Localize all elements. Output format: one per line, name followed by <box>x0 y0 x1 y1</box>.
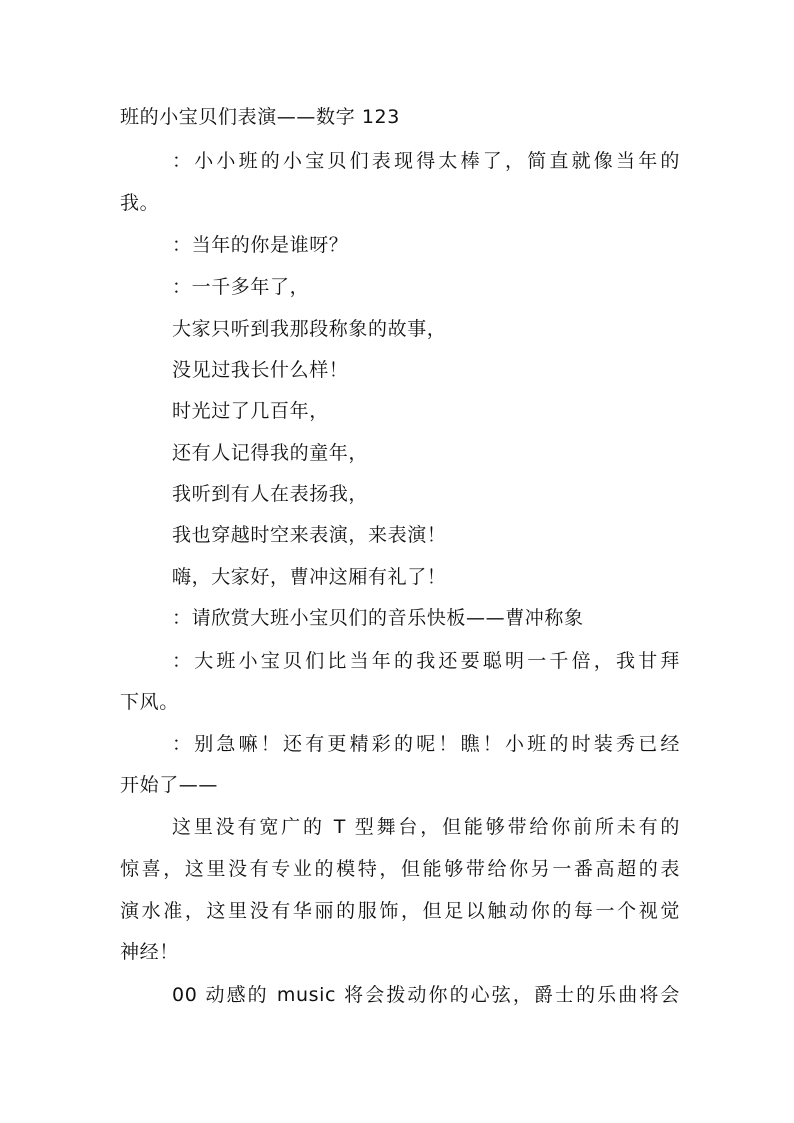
text-line-2: ：小小班的小宝贝们表现得太棒了，简直就像当年的 <box>172 150 680 172</box>
text-line-16: ：别急嘛！还有更精彩的呢！瞧！小班的时装秀已经 <box>172 733 680 755</box>
text-line-9: 还有人记得我的童年， <box>172 442 369 464</box>
text-line-12: 嗨，大家好，曹冲这厢有礼了！ <box>172 566 447 588</box>
text-line-15: 下风。 <box>120 691 179 713</box>
text-line-14: ：大班小宝贝们比当年的我还要聪明一千倍，我甘拜 <box>172 650 680 672</box>
text-line-4: ：当年的你是谁呀？ <box>172 234 349 256</box>
text-line-17: 开始了—— <box>120 774 219 796</box>
text-line-3: 我。 <box>120 192 160 214</box>
text-line-13: ：请欣赏大班小宝贝们的音乐快板——曹冲称象 <box>172 607 584 629</box>
text-line-8: 时光过了几百年， <box>172 400 329 422</box>
text-line-11: 我也穿越时空来表演，来表演！ <box>172 524 447 546</box>
text-line-19: 惊喜，这里没有专业的模特，但能够带给你另一番高超的表 <box>120 858 680 880</box>
text-line-5: ：一千多年了， <box>172 276 310 298</box>
text-line-21: 神经！ <box>120 941 179 963</box>
text-line-6: 大家只听到我那段称象的故事， <box>172 318 447 340</box>
text-line-18: 这里没有宽广的 T 型舞台，但能够带给你前所未有的 <box>172 816 680 838</box>
text-line-10: 我听到有人在表扬我， <box>172 483 369 505</box>
text-line-22: 00 动感的 music 将会拨动你的心弦，爵士的乐曲将会 <box>172 984 680 1006</box>
text-line-20: 演水准，这里没有华丽的服饰，但足以触动你的每一个视觉 <box>120 900 680 922</box>
text-line-1: 班的小宝贝们表演——数字 123 <box>120 106 400 128</box>
text-line-7: 没见过我长什么样！ <box>172 359 349 381</box>
